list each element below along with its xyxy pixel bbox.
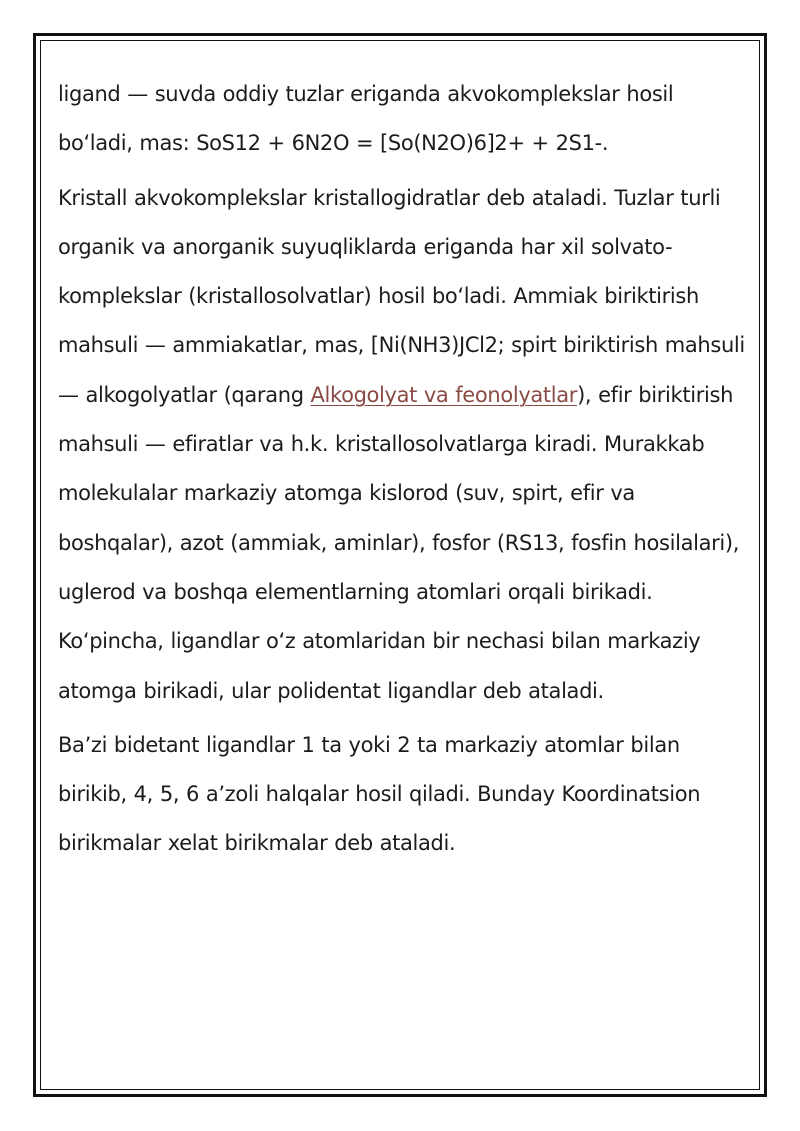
- paragraph-ligand-aqua-complexes: ligand — suvda oddiy tuzlar eriganda akvokomplekslar hosil boʻladi, mas: SoS12 + 6N2O = [So(N2O)6]2+ + 2S1-.: [58, 82, 674, 156]
- article-body: [58, 70, 748, 869]
- paragraph-text-after-link: ), efir biriktirish mahsuli — efiratlar va h.k. kristallosolvatlarga kiradi. Murakkab molekulalar markaziy atomga kislorod (suv, spirt, efir va boshqalar), azot (ammiak, aminlar), fosfor (RS13, fosfin hosilalari), uglerod va boshqa elementlarning atomlari orqali birikadi. Koʻpincha, ligandlar oʻz atomlaridan bir nechasi bilan markaziy atomga birikadi, ular polidentat ligandlar deb ataladi.: [58, 382, 740, 703]
- paragraph-crystal-solvates: [58, 174, 748, 716]
- paragraph-chelate-compounds: Baʼzi bidetant ligandlar 1 ta yoki 2 ta markaziy atomlar bilan birikib, 4, 5, 6 aʼzoli halqalar hosil qiladi. Bunday Koordinatsion birikmalar xelat birikmalar deb ataladi.: [58, 732, 701, 856]
- paragraph-text-before-link: Kristall akvokomplekslar kristallogidratlar deb ataladi. Tuzlar turli organik va anorganik suyuqliklarda eriganda har xil solvato-komplekslar (kristallosolvatlar) hosil boʻladi. Ammiak biriktirish mahsuli — ammiakatlar, mas, [Ni(NH3)JCl2; spirt biriktirish mahsuli — alkogolyatlar (qarang: [58, 185, 745, 407]
- alkogolyat-link[interactable]: Alkogolyat va feonolyatlar: [310, 382, 578, 407]
